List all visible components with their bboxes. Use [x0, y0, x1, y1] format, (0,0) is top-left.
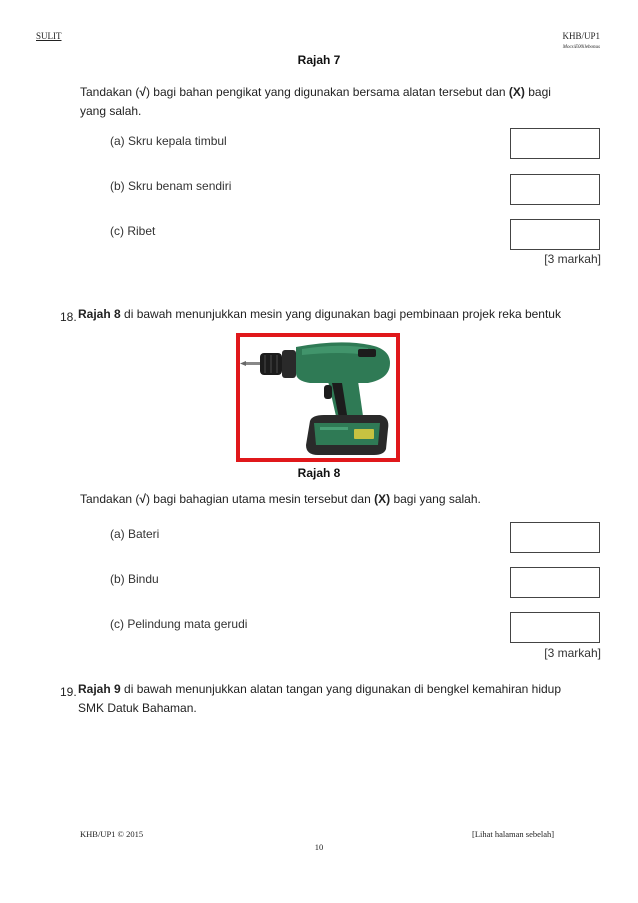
marks-18: [3 markah] — [544, 646, 601, 660]
figure-caption-rajah-8: Rajah 8 — [297, 466, 341, 480]
list-item-18a: (a) Bateri — [110, 527, 160, 541]
x-mark: (X) — [508, 85, 525, 99]
question-number-19: 19. — [60, 685, 77, 699]
header-code: KHB/UP1 — [562, 31, 600, 41]
answer-box-18b[interactable] — [510, 567, 600, 598]
footer-next-page-note: [Lihat halaman sebelah] — [472, 829, 555, 839]
question-text-18: Rajah 8 di bawah menunjukkan mesin yang digunakan bagi pembinaan projek reka bentuk — [78, 307, 561, 321]
answer-box-18c[interactable] — [510, 612, 600, 643]
list-item-18c: (c) Pelindung mata gerudi — [110, 617, 248, 631]
list-item-18b: (b) Bindu — [110, 572, 159, 586]
list-item-7a: (a) Skru kepala timbul — [110, 134, 227, 148]
instruction-rajah-8: Tandakan (√) bagi bahagian utama mesin tersebut dan (X) bagi yang salah. — [80, 492, 481, 506]
header-classification: SULIT — [36, 31, 62, 41]
figure-caption-rajah-7: Rajah 7 — [297, 53, 341, 67]
answer-box-18a[interactable] — [510, 522, 600, 553]
answer-box-7c[interactable] — [510, 219, 600, 250]
header-subtext: Mocs\E00ilebonus — [562, 45, 600, 50]
question-number-18: 18. — [60, 310, 77, 324]
page-number: 10 — [314, 842, 324, 852]
x-mark: (X) — [374, 492, 391, 506]
answer-box-7b[interactable] — [510, 174, 600, 205]
marks-7: [3 markah] — [544, 252, 601, 266]
check-mark: √ — [139, 85, 146, 99]
footer-code: KHB/UP1 © 2015 — [80, 829, 144, 839]
figure-ref-rajah-9: Rajah 9 — [78, 682, 121, 696]
answer-box-7a[interactable] — [510, 128, 600, 159]
figure-ref-rajah-8: Rajah 8 — [78, 307, 121, 321]
list-item-7c: (c) Ribet — [110, 224, 156, 238]
instruction-rajah-7: Tandakan (√) bagi bahan pengikat yang digunakan bersama alatan tersebut dan (X) bagi yang salah. — [80, 85, 551, 118]
question-text-19: Rajah 9 di bawah menunjukkan alatan tangan yang digunakan di bengkel kemahiran hidup SMK Datuk Bahaman. — [78, 682, 562, 715]
cordless-drill-image — [240, 337, 396, 458]
check-mark: √ — [139, 492, 146, 506]
list-item-7b: (b) Skru benam sendiri — [110, 179, 232, 193]
drill-photo-frame — [236, 333, 400, 462]
